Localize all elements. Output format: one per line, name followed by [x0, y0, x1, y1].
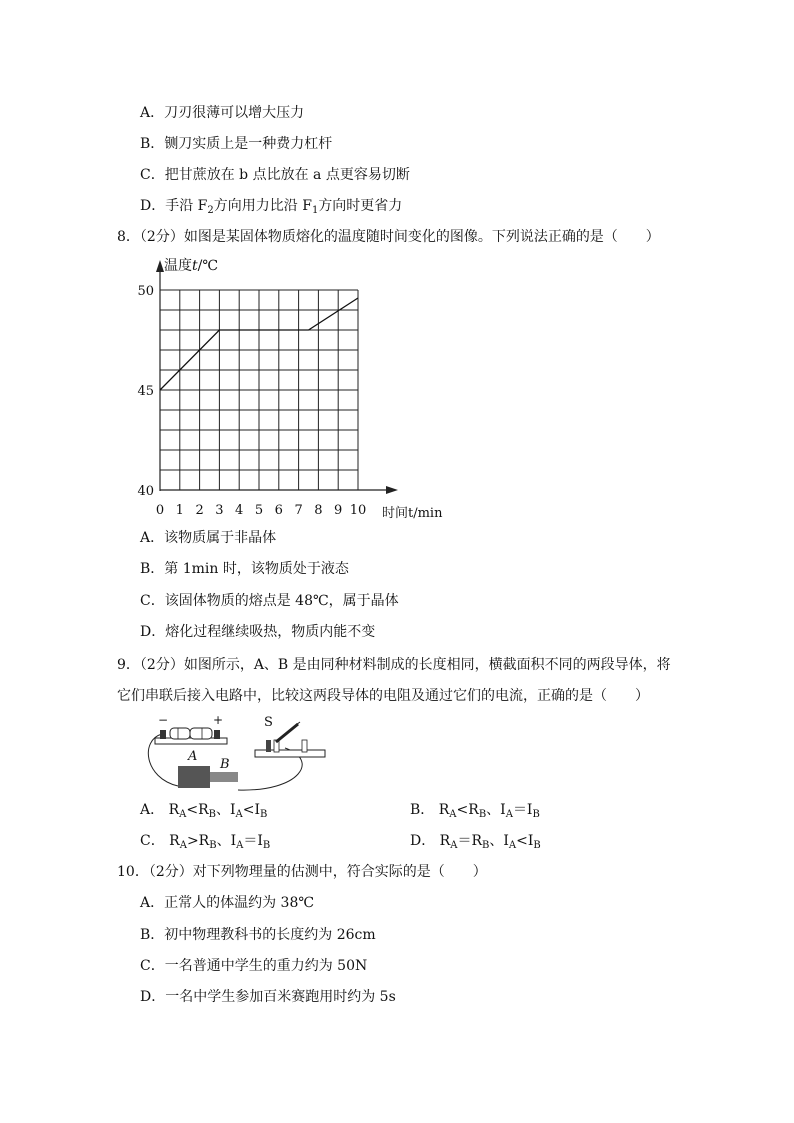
- q8-option-c: C．该固体物质的熔点是 48℃，属于晶体: [140, 593, 399, 609]
- battery-cell-2: [190, 728, 212, 739]
- q7-option-d-text-2: 方向用力比沿 F: [213, 198, 312, 214]
- q8-option-a: A．该物质属于非晶体: [140, 530, 277, 546]
- q10-option-a: A．正常人的体温约为 38℃: [140, 895, 315, 911]
- x-tick-label: 5: [254, 503, 264, 518]
- subscript: B: [478, 809, 487, 820]
- q7-option-d-text-1: D．手沿 F: [140, 198, 208, 214]
- option-text: R: [164, 802, 180, 818]
- x-axis-label: 时间t/min: [382, 506, 443, 521]
- q10-option-c: C．一名普通中学生的重力约为 50N: [140, 958, 368, 974]
- x-tick-label: 7: [294, 503, 303, 518]
- chart-tick-labels: [137, 284, 366, 518]
- melting-chart: [130, 252, 450, 522]
- subscript: A: [179, 840, 187, 851]
- switch-label: S: [264, 715, 273, 730]
- y-tick-label: 40: [137, 484, 154, 499]
- q10-option-d: D．一名中学生参加百米赛跑用时约为 5s: [140, 989, 396, 1005]
- conductor-a-label: A: [188, 749, 198, 764]
- x-tick-label: 8: [314, 503, 323, 518]
- q7-option-d-text-3: 方向时更省力: [318, 198, 403, 214]
- q7-option-d: [140, 196, 402, 216]
- q7-option-b: B．铡刀实质上是一种费力杠杆: [140, 136, 333, 152]
- option-text: R: [435, 833, 451, 849]
- q9-option-b: [410, 800, 540, 820]
- q9-stem-line-1: 9．（2分）如图所示，A、B 是由同种材料制成的长度相同，横截面积不同的两段导体，将: [117, 657, 671, 673]
- subscript: A: [179, 809, 187, 820]
- x-tick-label: 10: [349, 503, 367, 518]
- x-tick-label: 1: [175, 503, 184, 518]
- option-text: <R: [186, 802, 209, 818]
- chart-axes: [156, 260, 398, 494]
- battery-minus-sign: −: [158, 713, 169, 727]
- q7-option-d-sub-1: 2: [207, 205, 214, 216]
- x-tick-label: 9: [334, 503, 343, 518]
- q9-option-c: [140, 831, 270, 851]
- q10-stem: 10．（2分）对下列物理量的估测中，符合实际的是（ ）: [117, 864, 487, 880]
- conductor-b-label: B: [220, 757, 230, 772]
- subscript: A: [508, 840, 517, 851]
- x-tick-label: 4: [235, 503, 244, 518]
- option-text: R: [164, 833, 180, 849]
- x-tick-label: 3: [215, 503, 224, 518]
- option-text: ＝I: [512, 802, 533, 818]
- option-text: <I: [242, 802, 261, 818]
- q8-option-b: B．第 1min 时，该物质处于液态: [140, 561, 349, 577]
- q8-stem: 8．（2分）如图是某固体物质熔化的温度随时间变化的图像。下列说法正确的是（ ）: [117, 229, 660, 245]
- y-axis-arrow: [156, 260, 164, 272]
- option-text: 、I: [486, 802, 506, 818]
- subscript: B: [260, 809, 268, 820]
- option-text: ＝R: [457, 833, 483, 849]
- option-text: <I: [516, 833, 534, 849]
- subscript: B: [533, 840, 541, 851]
- option-text: 、I: [489, 833, 509, 849]
- battery-cell-1: [170, 728, 190, 739]
- option-text: B．: [410, 802, 435, 818]
- subscript: B: [209, 840, 217, 851]
- x-tick-label: 6: [274, 503, 283, 518]
- option-text: >R: [186, 833, 210, 849]
- y-tick-label: 50: [137, 284, 154, 299]
- switch-lever: [276, 724, 298, 742]
- subscript: B: [532, 809, 540, 820]
- option-text: ＝I: [243, 833, 263, 849]
- chart-grid: [160, 290, 358, 490]
- circuit-diagram: [140, 710, 340, 800]
- q9-option-d: [410, 831, 541, 851]
- switch-base: [255, 750, 325, 757]
- battery-plus-sign: +: [213, 713, 224, 727]
- subscript: A: [236, 840, 244, 851]
- conductor-b: [210, 772, 238, 782]
- q7-option-c: C．把甘蔗放在 b 点比放在 a 点更容易切断: [140, 167, 410, 183]
- option-text: C．: [140, 833, 165, 849]
- subscript: A: [449, 809, 457, 820]
- q8-option-d: D．熔化过程继续吸热，物质内能不变: [140, 624, 376, 640]
- x-tick-label: 0: [155, 503, 165, 518]
- q9-stem-line-2: 它们串联后接入电路中，比较这两段导体的电阻及通过它们的电流，正确的是（ ）: [117, 688, 649, 704]
- subscript: A: [505, 809, 513, 820]
- y-axis-label: 温度t/℃: [164, 258, 219, 274]
- q10-option-b: B．初中物理教科书的长度约为 26cm: [140, 927, 376, 943]
- option-text: 、I: [216, 833, 237, 849]
- subscript: B: [482, 840, 490, 851]
- option-text: <R: [456, 802, 479, 818]
- subscript: A: [450, 840, 458, 851]
- subscript: B: [262, 840, 271, 851]
- y-tick-label: 45: [137, 384, 154, 399]
- option-text: 、I: [216, 802, 236, 818]
- x-axis-arrow: [386, 486, 398, 494]
- option-text: A．: [140, 802, 165, 818]
- q7-option-a: A．刀刃很薄可以增大压力: [140, 105, 305, 121]
- x-tick-label: 2: [195, 503, 204, 518]
- q7-option-d-sub-2: 1: [311, 205, 319, 216]
- option-text: D．: [410, 833, 436, 849]
- q9-option-a: [140, 800, 267, 820]
- conductor-a: [178, 766, 210, 788]
- option-text: R: [434, 802, 450, 818]
- subscript: B: [208, 809, 216, 820]
- subscript: A: [235, 809, 243, 820]
